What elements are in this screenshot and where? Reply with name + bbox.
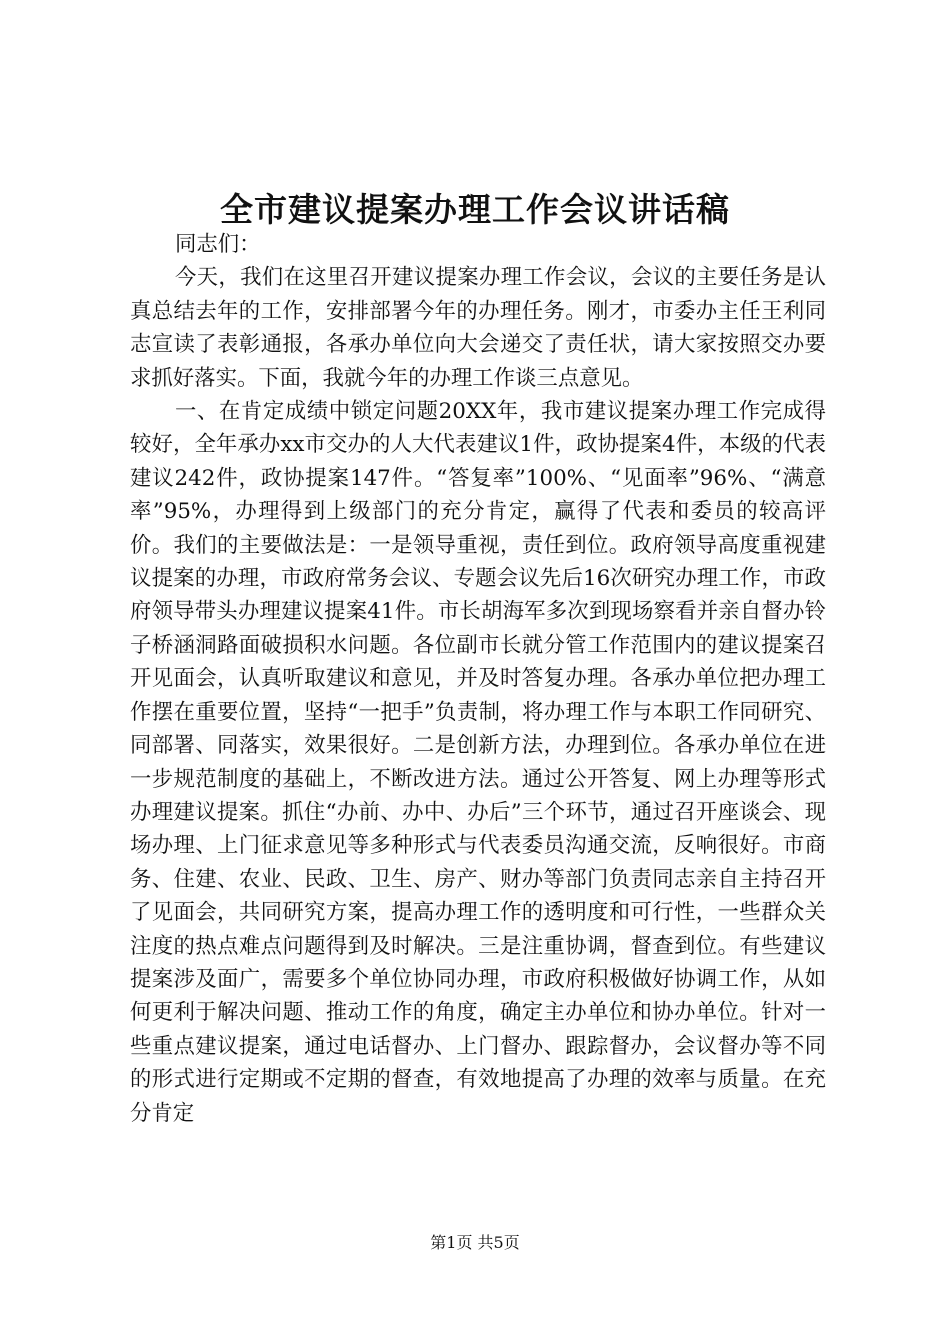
section-one-paragraph: 一、在肯定成绩中锁定问题20XX年，我市建议提案办理工作完成得较好，全年承办xx市交办的人大代表建议1件，政协提案4件，本级的代表建议242件，政协提案147件。“答复率”100%、“见面率”96%、“满意率”95%，办理得到上级部门的充分肯定，赢得了代表和委员的较高评价。我们的主要做法是：一是领导重视，责任到位。政府领导高度重视建议提案的办理，市政府常务会议、专题会议先后16次研究办理工作，市政府领导带头办理建议提案41件。市长胡海军多次到现场察看并亲自督办铃子桥涵洞路面破损积水问题。各位副市长就分管工作范围内的建议提案召开见面会，认真听取建议和意见，并及时答复办理。各承办单位把办理工作摆在重要位置，坚持“一把手”负责制，将办理工作与本职工作同研究、同部署、同落实，效果很好。二是创新方法，办理到位。各承办单位在进一步规范制度的基础上，不断改进方法。通过公开答复、网上办理等形式办理建议提案。抓住“办前、办中、办后”三个环节，通过召开座谈会、现场办理、上门征求意见等多种形式与代表委员沟通交流，反响很好。市商务、住建、农业、民政、卫生、房产、财办等部门负责同志亲自主持召开了见面会，共同研究方案，提高办理工作的透明度和可行性，一些群众关注度的热点难点问题得到及时解决。三是注重协调，督查到位。有些建议提案涉及面广，需要多个单位协同办理，市政府积极做好协调工作，从如何更利于解决问题、推动工作的角度，确定主办单位和协办单位。针对一些重点建议提案，通过电话督办、上门督办、跟踪督办，会议督办等不同的形式进行定期或不定期的督查，有效地提高了办理的效率与质量。在充分肯定 (130, 399, 826, 1126)
document-body (130, 228, 826, 1130)
page-footer: 第1页 共5页 (430, 1233, 520, 1252)
document-title: 全市建议提案办理工作会议讲话稿 (220, 190, 730, 229)
salutation-paragraph: 同志们： (174, 232, 261, 257)
intro-paragraph: 今天，我们在这里召开建议提案办理工作会议，会议的主要任务是认真总结去年的工作，安排部署今年的办理任务。刚才，市委办主任王利同志宣读了表彰通报，各承办单位向大会递交了责任状，请大家按照交办要求抓好落实。下面，我就今年的办理工作谈三点意见。 (130, 265, 826, 391)
